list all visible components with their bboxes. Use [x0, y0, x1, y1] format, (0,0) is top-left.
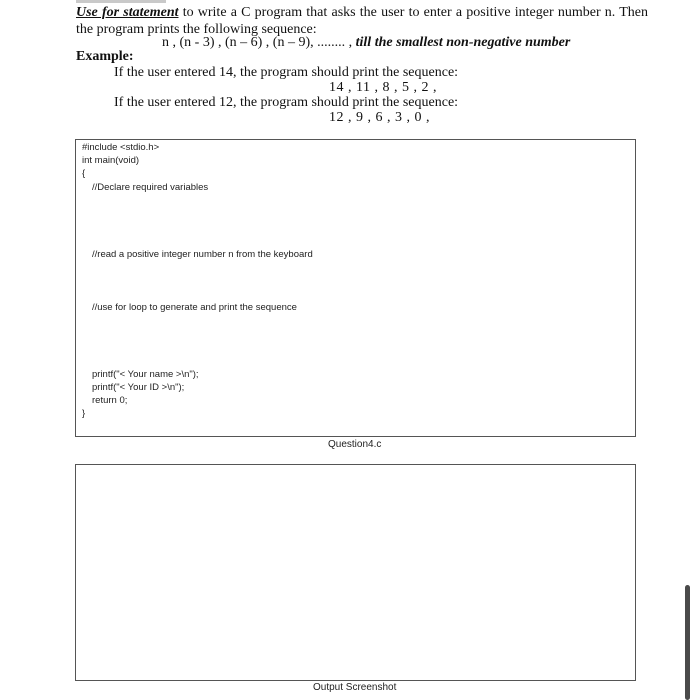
- code-printf-name: printf("< Your name >\n");: [92, 369, 199, 380]
- question-text: to write a C program that asks the user to enter a positive integer number n. Then the program prints the following sequence:: [76, 5, 648, 37]
- example-sequence-1: 14 , 11 , 8 , 5 , 2 ,: [329, 80, 437, 95]
- cropped-text-fragment: [76, 0, 166, 3]
- code-return: return 0;: [92, 395, 128, 406]
- code-close-brace: }: [82, 408, 86, 419]
- example-line-1: If the user entered 14, the program should print the sequence:: [114, 65, 459, 80]
- example-heading: Example:: [76, 49, 134, 64]
- code-open-brace: {: [82, 168, 86, 179]
- question-paragraph: [76, 4, 648, 38]
- code-comment-declare: //Declare required variables: [92, 182, 209, 193]
- sequence-tail: till the smallest non-negative number: [355, 35, 571, 50]
- example-line-2: If the user entered 12, the program should print the sequence:: [114, 95, 459, 110]
- example-sequence-2: 12 , 9 , 6 , 3 , 0 ,: [329, 110, 430, 125]
- sequence-formula: [162, 35, 570, 51]
- output-screenshot-box: [75, 464, 636, 681]
- sequence-plain: n , (n - 3) , (n – 6) , (n – 9), ........ ,: [162, 35, 353, 50]
- code-file-caption: Question4.c: [328, 439, 382, 450]
- question-lead-bold: Use for statement: [76, 5, 179, 20]
- code-printf-id: printf("< Your ID >\n");: [92, 382, 185, 393]
- output-caption: Output Screenshot: [313, 682, 397, 693]
- code-include: #include <stdio.h>: [82, 142, 160, 153]
- code-comment-read: //read a positive integer number n from the keyboard: [92, 249, 313, 260]
- code-comment-loop: //use for loop to generate and print the sequence: [92, 302, 297, 313]
- code-main-signature: int main(void): [82, 155, 140, 166]
- vertical-scrollbar[interactable]: [685, 585, 690, 700]
